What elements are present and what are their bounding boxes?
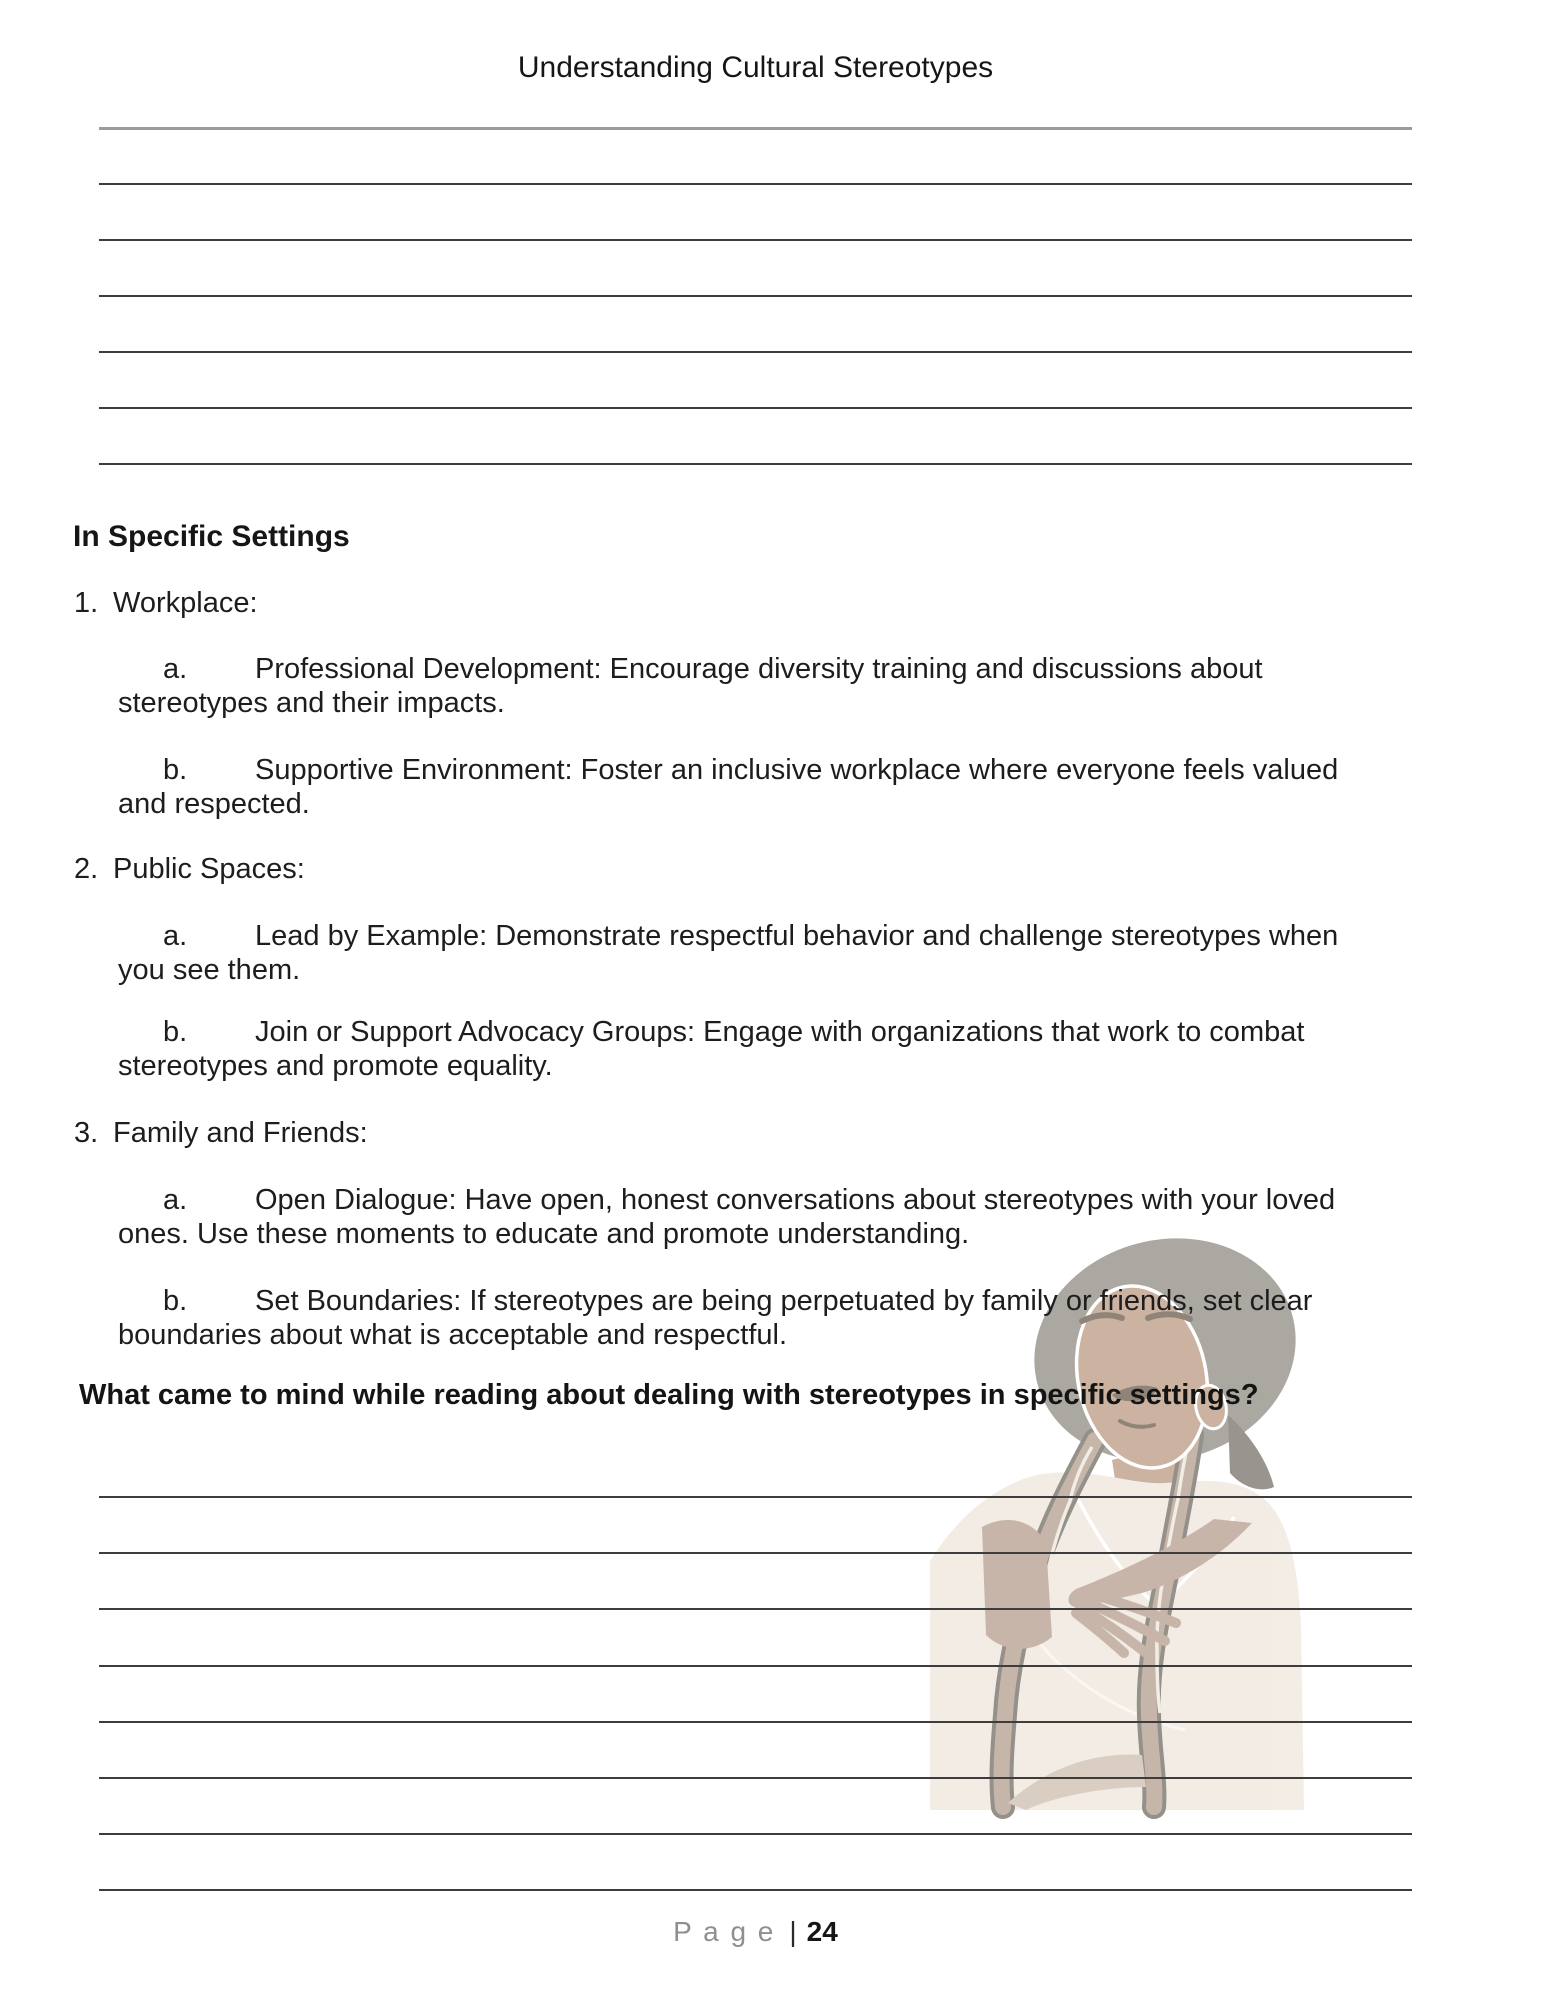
sub-item-text: Open Dialogue: Have open, honest conversations about stereotypes with your loved	[255, 1184, 1336, 1216]
sub-item-letter: a.	[163, 920, 188, 952]
sub-item-letter: b.	[163, 1016, 188, 1048]
sub-item-text-continued: stereotypes and their impacts.	[118, 687, 505, 719]
footer-separator: |	[789, 1916, 797, 1947]
list-item-label: Family and Friends:	[113, 1117, 368, 1149]
list-item-label: Workplace:	[113, 587, 258, 619]
reflection-question: What came to mind while reading about dealing with stereotypes in specific settings?	[79, 1379, 1259, 1411]
page-footer	[99, 1916, 1412, 1948]
list-item-label: Public Spaces:	[113, 853, 305, 885]
list-item-number: 2.	[74, 853, 99, 885]
sub-item-letter: b.	[163, 1285, 188, 1317]
sub-item-letter: b.	[163, 754, 188, 786]
sub-item-text-continued: ones. Use these moments to educate and promote understanding.	[118, 1218, 970, 1250]
list-item	[74, 586, 258, 620]
list-item-number: 1.	[74, 587, 99, 619]
page-title: Understanding Cultural Stereotypes	[517, 51, 994, 84]
sub-item-letter: a.	[163, 653, 188, 685]
sub-item-text: Join or Support Advocacy Groups: Engage with organizations that work to combat	[255, 1016, 1305, 1048]
footer-page-number: 24	[806, 1916, 838, 1947]
list-item-number: 3.	[74, 1117, 99, 1149]
footer-page-label: P a g e	[673, 1916, 776, 1947]
sub-item-text-continued: you see them.	[118, 954, 301, 986]
sub-item-text-continued: boundaries about what is acceptable and respectful.	[118, 1319, 788, 1351]
sub-item-text-continued: and respected.	[118, 788, 310, 820]
sub-item-letter: a.	[163, 1184, 188, 1216]
sub-item-text-continued: stereotypes and promote equality.	[118, 1050, 553, 1082]
sub-item-text: Professional Development: Encourage diversity training and discussions about	[255, 653, 1263, 685]
list-item	[74, 1116, 368, 1150]
sub-item-text: Lead by Example: Demonstrate respectful behavior and challenge stereotypes when	[255, 920, 1339, 952]
section-heading: In Specific Settings	[73, 520, 350, 553]
list-item	[74, 852, 305, 886]
sub-item-text: Set Boundaries: If stereotypes are being perpetuated by family or friends, set clear	[255, 1285, 1313, 1317]
sub-item-text: Supportive Environment: Foster an inclusive workplace where everyone feels valued	[255, 754, 1339, 786]
